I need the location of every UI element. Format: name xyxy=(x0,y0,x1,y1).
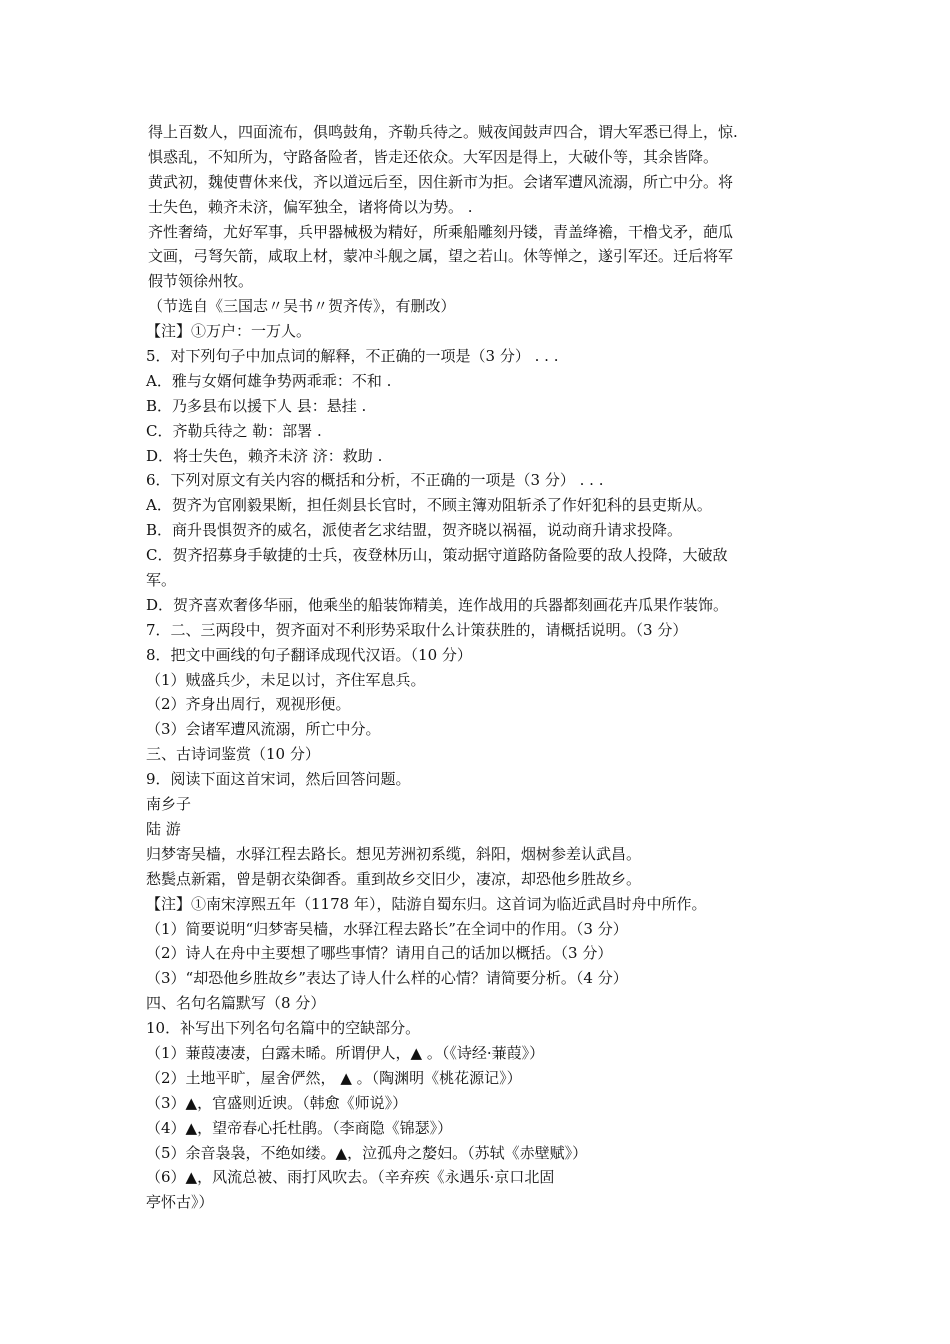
fill-blank-item: （4）▲，望帝春心托杜鹃。（李商隐《锦瑟》） xyxy=(146,1118,453,1137)
poem-line: 归梦寄吴樯，水驿江程去路长。想见芳洲初系缆，斜阳，烟树参差认武昌。 xyxy=(146,844,642,863)
question-10: 10．补写出下列名句名篇中的空缺部分。 xyxy=(146,1019,421,1038)
text-line: 黄武初，魏使曹休来伐，齐以道远后至，因住新市为拒。会诸军遭风流溺，所亡中分。将 xyxy=(148,172,734,191)
option-a: A．雅与女婿何雄争势两乖乖：不和 . xyxy=(146,371,392,390)
fill-blank-item-continued: 亭怀古》） xyxy=(146,1193,214,1212)
question-7: 7．二、三两段中，贺齐面对不利形势采取什么计策获胜的，请概括说明。（3 分） xyxy=(146,620,688,639)
poem-line: 愁鬓点新霜，曾是朝衣染御香。重到故乡交旧少，凄凉，却恐他乡胜故乡。 xyxy=(146,869,642,888)
question-6: 6．下列对原文有关内容的概括和分析，不正确的一项是（3 分） . . . xyxy=(146,471,604,490)
section-heading: 三、古诗词鉴赏（10 分） xyxy=(146,745,320,764)
question-9: 9．阅读下面这首宋词，然后回答问题。 xyxy=(146,770,411,789)
text-line: 假节领徐州牧。 xyxy=(148,272,254,291)
sub-question: （2）诗人在舟中主要想了哪些事情？请用自己的话加以概括。（3 分） xyxy=(146,944,613,963)
section-heading: 四、名句名篇默写（8 分） xyxy=(146,994,326,1013)
option-c: C．齐勒兵待之 勒：部署 . xyxy=(146,421,322,440)
fill-blank-item: （1）蒹葭凄凄，白露未晞。所谓伊人，▲ 。（《诗经·蒹葭》） xyxy=(146,1043,545,1062)
sub-question: （3）会诸军遭风流溺，所亡中分。 xyxy=(146,720,381,739)
text-line: 惧惑乱，不知所为，守路备险者，皆走还依众。大军因是得上，大破仆等，其余皆降。 xyxy=(148,147,719,166)
sub-question: （1）贼盛兵少，未足以讨，齐住军息兵。 xyxy=(146,670,426,689)
fill-blank-item: （5）余音袅袅，不绝如缕。▲，泣孤舟之嫠妇。（苏轼《赤壁赋》） xyxy=(146,1143,588,1162)
poem-author: 陆 游 xyxy=(146,819,181,838)
option-b: B．商升畏惧贺齐的威名，派使者乞求结盟，贺齐晓以祸福，说动商升请求投降。 xyxy=(146,521,683,540)
option-a: A．贺齐为官刚毅果断，担任剡县长官时，不顾主簿劝阻斩杀了作奸犯科的县吏斯从。 xyxy=(146,496,712,515)
option-d: D．将士失色，赖齐未济 济：救助 . xyxy=(146,446,383,465)
text-line: 文画，弓弩矢箭，咸取上材，蒙冲斗舰之属，望之若山。休等惮之，遂引军还。迁后将军 xyxy=(148,247,734,266)
poem-title: 南乡子 xyxy=(146,795,192,814)
option-c-continued: 军。 xyxy=(146,571,177,590)
option-b: B．乃多县布以援下人 县：悬挂 . xyxy=(146,396,367,415)
fill-blank-item: （6）▲，风流总被、雨打风吹去。（辛弃疾《永遇乐·京口北固 xyxy=(146,1168,555,1187)
fill-blank-item: （2）土地平旷，屋舍俨然， ▲ 。（陶渊明《桃花源记》） xyxy=(146,1068,522,1087)
document-page xyxy=(146,120,818,1215)
fill-blank-item: （3）▲，官盛则近谀。（韩愈《师说》） xyxy=(146,1093,408,1112)
text-line: 得上百数人，四面流布，俱鸣鼓角，齐勒兵待之。贼夜闻鼓声四合，谓大军悉已得上，惊. xyxy=(148,123,738,141)
option-d: D．贺齐喜欢奢侈华丽，他乘坐的船装饰精美，连作战用的兵器都刻画花卉瓜果作装饰。 xyxy=(146,595,729,614)
sub-question: （2）齐身出周行，观视形便。 xyxy=(146,695,351,714)
note: 【注】①万户：一万人。 xyxy=(146,322,312,341)
source-citation: （节选自《三国志〃吴书〃贺齐传》，有删改） xyxy=(148,297,456,316)
text-line: 齐性奢绮，尤好军事，兵甲器械极为精好，所乘船雕刻丹镂，青盖绛襜，干橹戈矛，葩瓜 xyxy=(148,222,734,241)
note: 【注】①南宋淳熙五年（1178 年），陆游自蜀东归。这首词为临近武昌时舟中所作。 xyxy=(146,894,707,913)
text-line: 士失色，赖齐未济，偏军独全，诸将倚以为势。 . xyxy=(148,197,473,216)
sub-question: （1）简要说明“归梦寄吴樯，水驿江程去路长”在全词中的作用。（3 分） xyxy=(146,919,628,938)
question-8: 8．把文中画线的句子翻译成现代汉语。（10 分） xyxy=(146,645,472,664)
sub-question: （3）“却恐他乡胜故乡”表达了诗人什么样的心情？请简要分析。（4 分） xyxy=(146,969,628,988)
option-c: C．贺齐招募身手敏捷的士兵，夜登林历山，策动据守道路防备险要的敌人投降，大破敌 xyxy=(146,546,728,565)
question-5: 5．对下列句子中加点词的解释，不正确的一项是（3 分） . . . xyxy=(146,347,559,366)
